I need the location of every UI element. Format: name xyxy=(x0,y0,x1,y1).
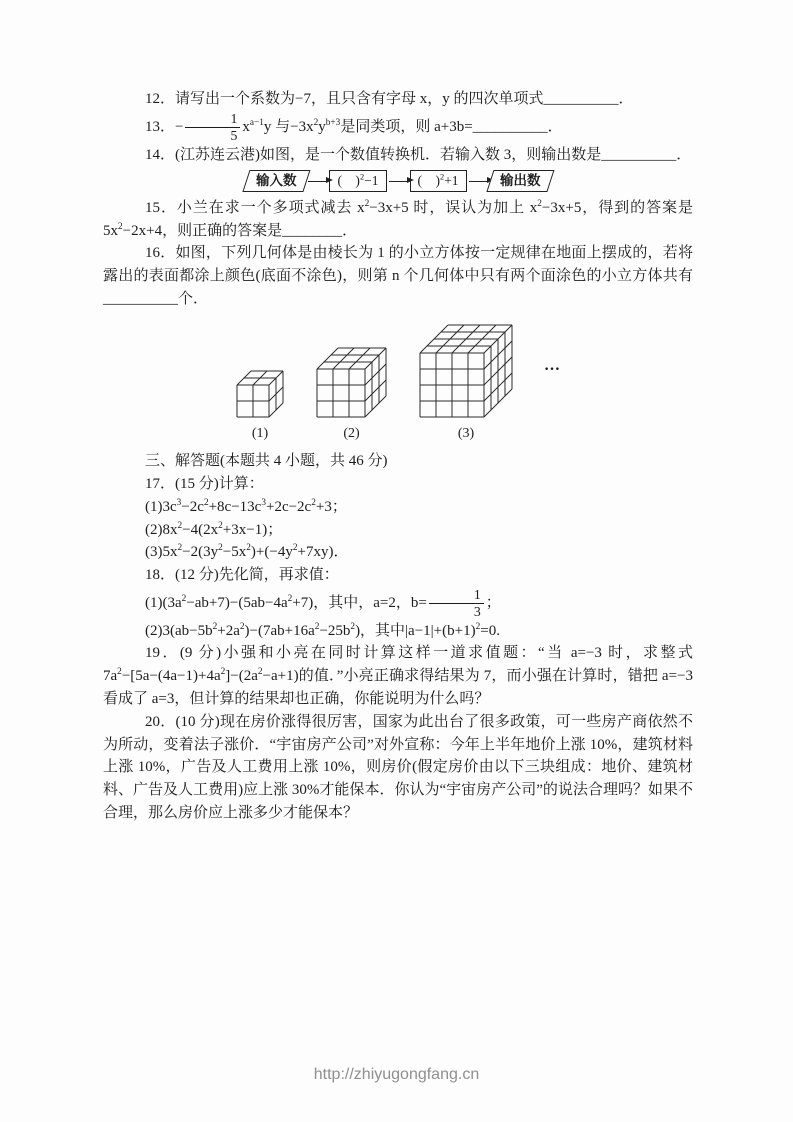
cube-label-1: (1) xyxy=(251,425,269,441)
cube-label-2: (2) xyxy=(343,425,360,441)
cube-drawing-3 xyxy=(418,323,514,419)
question-14: 14．(江苏连云港)如图，是一个数值转换机．若输入数 3，则输出数是__________． xyxy=(145,146,692,163)
question-17-item-3: $(3)5x^2-2(3y^2-5x^2)+(-4y^2+7xy)$． xyxy=(145,543,349,561)
flow-output-label: 输出数 xyxy=(499,173,541,189)
question-12: 12．请写出一个系数为−7，且只含有字母 x，y 的四次单项式__________． xyxy=(145,91,634,107)
question-17-item-2: $(2)8x^2-4(2x^2+3x-1)$； xyxy=(145,520,283,538)
cube-figure-2 xyxy=(315,346,388,444)
flow-box-2: ( )$^2$+1 xyxy=(410,170,467,192)
exam-content xyxy=(103,88,693,825)
section-3-heading: 三、解答题(本题共 4 小题，共 46 分) xyxy=(145,453,388,470)
flow-arrow-icon xyxy=(389,181,407,182)
cube-figure-1 xyxy=(235,369,285,444)
question-18-head: 18．(12 分)先化简，再求值： xyxy=(145,567,339,584)
question-18-item-2: $(2)3(ab-5b^2+2a^2)-(7ab+16a^2-25b^2)$，其中$|a-1|+(b+1)^2=0$. xyxy=(145,621,500,639)
question-16: 16．如图，下列几何体是由棱长为 1 的小立方体按一定规律在地面上摆成的，若将露出的表面都涂上颜色(底面不涂色)，则第 n 个几何体中只有两个面涂色的小立方体共有__________个． xyxy=(103,245,693,308)
footer-url: http://zhiyugongfang.cn xyxy=(313,1066,480,1083)
flow-input-shape xyxy=(242,170,310,192)
cube-figures xyxy=(103,323,693,444)
question-20: 20．(10 分)现在房价涨得很厉害，国家为此出台了很多政策，可一些房产商依然不为所动，变着法子涨价．“宇宙房产公司”对外宣称：今年上半年地价上涨 10%，建筑材料上涨 10%，广告及人工费用上涨 10%，则房价(假定房价由以下三块组成：地价、建筑材料、广告及人工费用)应上涨 30%才能保本．你认为“宇宙房产公司”的说法合理吗？如果不合理，那么房价应上涨多少才能保本？ xyxy=(103,713,693,821)
question-15: 15．小兰在求一个多项式减去 $x^2-3x+5$ 时，误认为加上 $x^2-3x+5$，得到的答案是 $5x^2-2x+4$，则正确的答案是________． xyxy=(103,198,693,239)
question-17-item-1: $(1)3c^3-2c^2+8c-13c^3+2c-2c^2+3$； xyxy=(145,497,347,515)
question-19: 19．(9 分)小强和小亮在同时计算这样一道求值题：“当 a=−3 时，求整式 $7a^2-[5a-(4a-1)+4a^2]-(2a^2-a+1)$的值．”小亮正确求得结果为 7，而小强在计算时，错把 a=−3 看成了 a=3，但计算的结果却也正确，你能说明为什么吗？ xyxy=(103,645,693,707)
cube-drawing-2 xyxy=(315,346,388,419)
question-18-item-1: $(1)(3a^2-ab+7)-(5ab-4a^2+7)$，其中，a=2，b= $\frac{1}{3}$ ； xyxy=(145,586,501,619)
cube-figure-3 xyxy=(418,323,514,444)
question-13: 13．− $\frac{1}{5}$ $x^{a-1}y$ 与$-3x^2y^{b+3}$是同类项，则 a+3b=__________． xyxy=(145,110,563,143)
flow-arrow-icon xyxy=(469,181,487,182)
question-17-head: 17．(15 分)计算： xyxy=(145,475,264,492)
cube-drawing-1 xyxy=(235,369,285,419)
ellipsis: … xyxy=(544,357,561,375)
flow-input-label: 输入数 xyxy=(255,173,297,189)
flow-box-1: ( )$^2$−1 xyxy=(329,170,386,192)
flow-arrow-icon xyxy=(308,181,326,182)
number-converter-flowchart xyxy=(103,170,693,192)
cube-label-3: (3) xyxy=(457,425,475,441)
flow-output-shape xyxy=(486,170,554,192)
